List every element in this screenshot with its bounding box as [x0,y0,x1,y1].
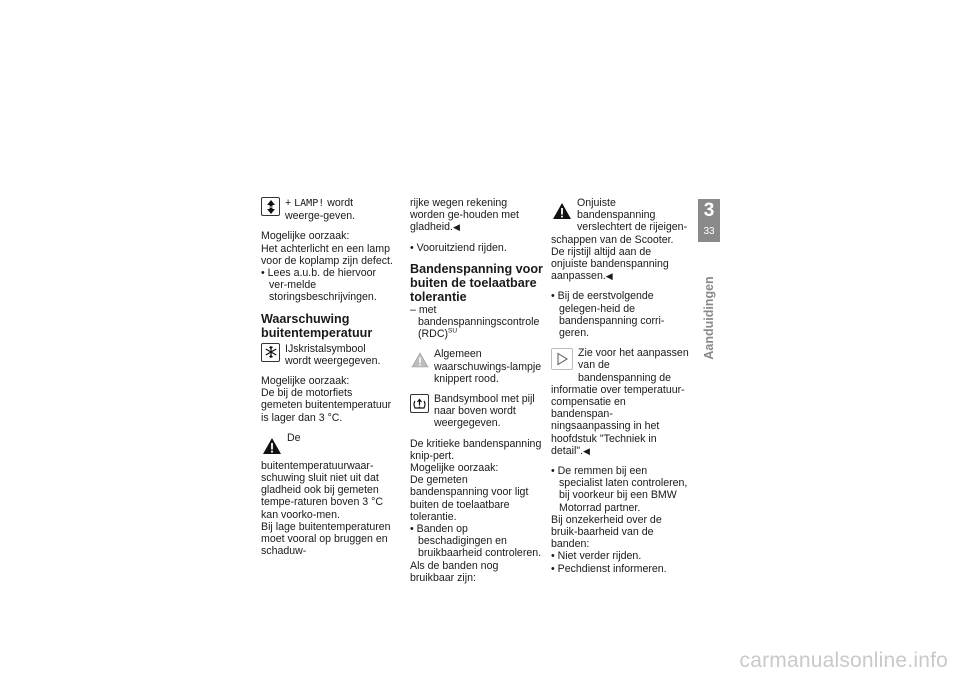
watermark: carmanualsonline.info [739,648,948,672]
warning-text: Onjuiste bandenspanning verslechtert de rijeigen-schappen van de Scooter. [551,197,688,246]
warning-triangle-icon [551,199,572,222]
cause-label: Mogelijke oorzaak: [261,375,350,388]
cause-text: De gemeten bandenspanning voor ligt buiten de toelaatbare tolerantie. [410,474,529,523]
bullet-item: • Lees a.u.b. de hiervoor ver-melde storingsbeschrijvingen. [261,267,377,304]
section-heading: Waarschuwing buitentemperatuur [261,311,373,340]
bullet-item: • Bij de eerstvolgende gelegen-heid de bandenspanning corri-geren. [551,290,665,340]
column-2 [410,197,543,584]
tire-pressure-icon [410,394,429,413]
bullet-item: • Banden op beschadigingen en bruikbaarheid controleren. [410,523,542,560]
lamp-code: LAMP! [294,198,325,209]
chapter-tab [698,199,720,242]
tire-symbol-text: Bandsymbool met pijl naar boven wordt weergegeven. [434,393,535,430]
usable-text: Als de banden nog bruikbaar zijn: [410,559,499,584]
critical-text: De kritieke bandenspanning knip-pert. [410,437,542,462]
lamp-message: + LAMP! wordt weerge-geven. [285,197,356,223]
cause-label: Mogelijke oorzaak: [410,462,499,475]
general-warning-text: Algemeen waarschuwings-lampje knippert rood. [434,348,542,385]
bullet-item: • Niet verder rijden. [551,550,642,563]
warning-text: De rijstijl altijd aan de onjuiste bandenspanning aanpassen.◀ [551,245,669,283]
unsure-text: Bij onzekerheid over de bruik-baarheid van de banden: [551,513,662,551]
column-1 [261,197,394,557]
section-heading: Bandenspanning voor buiten de toelaatbare tolerantie [410,261,543,304]
bullet-item: • Pechdienst informeren. [551,562,667,575]
dash-item: – met bandenspanningscontrole (RDC)$^{SU}$ [410,303,540,341]
cause-text: Het achterlicht en een lamp voor de koplamp zijn defect. [261,242,393,267]
cause-label: Mogelijke oorzaak: [261,230,350,243]
warning-text: Bij lage buitentemperaturen moet vooral op bruggen en schaduw- [261,520,391,558]
cause-text: De bij de motorfiets gemeten buitentemperatuur is lager dan 3 °C. [261,387,392,424]
warning-continued: rijke wegen rekening worden ge-houden met gladheid.◀ [410,197,519,234]
column-3 [551,197,689,575]
lamp-arrows-icon [261,197,280,216]
chapter-number: 3 [703,200,715,221]
ice-crystal-icon [261,343,280,362]
note-text: Zie voor het aanpassen van de bandenspanning de informatie over temperatuur-compensatie en bandenspan-ningsaanpassing in het hoofdstuk "Techniek in detail".◀ [551,347,689,457]
warning-text: De buitentemperatuurwaar-schuwing sluit niet uit dat gladheid ook bij gemeten tempe-raturen boven 3 °C kan voorko-men. [261,431,384,521]
ice-text: IJskristalsymbool wordt weergegeven. [285,342,381,367]
bullet-item: • Vooruitziend rijden. [410,241,507,254]
page-number: 33 [703,226,715,237]
general-warning-light-icon [410,350,429,369]
note-play-icon [551,348,573,370]
end-mark: ◀ [605,271,613,282]
end-mark: ◀ [583,445,590,456]
warning-triangle-icon [261,435,282,458]
section-label: Aanduidingen [701,276,716,360]
end-mark: ◀ [453,222,460,233]
bullet-item: • De remmen bij een specialist laten controleren, bij voorkeur bij een BMW Motorrad partner. [551,465,688,514]
